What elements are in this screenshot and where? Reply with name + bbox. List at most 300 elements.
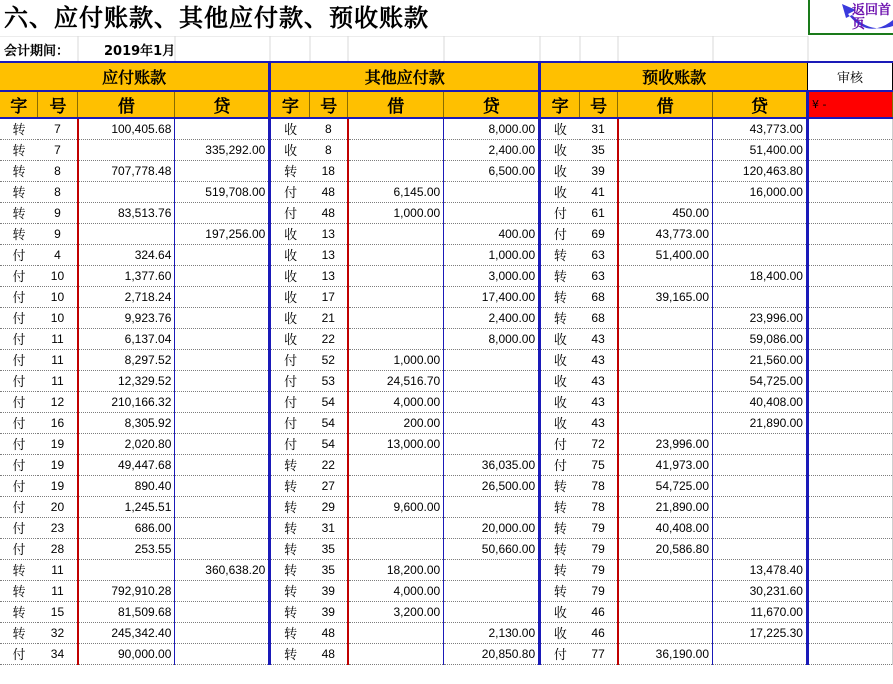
cell-zi[interactable]: 转 xyxy=(0,139,38,160)
cell-debit[interactable]: 1,377.60 xyxy=(78,265,175,286)
cell-zi[interactable]: 转 xyxy=(0,223,38,244)
cell-hao[interactable]: 13 xyxy=(310,244,348,265)
cell-zi[interactable]: 付 xyxy=(270,412,310,433)
cell-credit[interactable] xyxy=(175,328,270,349)
cell-zi[interactable]: 转 xyxy=(270,580,310,601)
cell-credit[interactable] xyxy=(444,391,540,412)
cell-zi[interactable]: 付 xyxy=(540,223,580,244)
cell-hao[interactable]: 68 xyxy=(580,307,618,328)
cell-debit[interactable]: 90,000.00 xyxy=(78,643,175,664)
cell-debit[interactable]: 1,000.00 xyxy=(348,349,444,370)
cell-debit[interactable] xyxy=(348,328,444,349)
cell-debit[interactable] xyxy=(618,160,713,181)
cell-hao[interactable]: 63 xyxy=(580,244,618,265)
cell-zi[interactable]: 付 xyxy=(0,475,38,496)
cell-debit[interactable]: 18,200.00 xyxy=(348,559,444,580)
cell-debit[interactable]: 23,996.00 xyxy=(618,433,713,454)
cell-debit[interactable] xyxy=(348,307,444,328)
cell-hao[interactable]: 78 xyxy=(580,496,618,517)
cell-credit[interactable]: 30,231.60 xyxy=(713,580,808,601)
audit-cell[interactable] xyxy=(807,139,892,160)
cell-zi[interactable]: 收 xyxy=(270,286,310,307)
cell-zi[interactable]: 转 xyxy=(270,559,310,580)
cell-zi[interactable]: 付 xyxy=(0,244,38,265)
cell-zi[interactable]: 付 xyxy=(540,643,580,664)
cell-credit[interactable]: 21,560.00 xyxy=(713,349,808,370)
cell-credit[interactable] xyxy=(175,475,270,496)
cell-debit[interactable] xyxy=(348,160,444,181)
cell-hao[interactable]: 35 xyxy=(310,559,348,580)
audit-cell[interactable] xyxy=(807,580,892,601)
cell-debit[interactable]: 2,718.24 xyxy=(78,286,175,307)
cell-zi[interactable]: 付 xyxy=(0,496,38,517)
cell-credit[interactable]: 8,000.00 xyxy=(444,118,540,139)
cell-zi[interactable]: 付 xyxy=(0,643,38,664)
cell-zi[interactable]: 收 xyxy=(540,391,580,412)
audit-cell[interactable] xyxy=(807,433,892,454)
cell-credit[interactable]: 3,000.00 xyxy=(444,265,540,286)
cell-debit[interactable] xyxy=(618,181,713,202)
cell-zi[interactable]: 付 xyxy=(0,538,38,559)
cell-debit[interactable] xyxy=(618,412,713,433)
cell-hao[interactable]: 79 xyxy=(580,580,618,601)
cell-credit[interactable]: 2,400.00 xyxy=(444,307,540,328)
cell-hao[interactable]: 46 xyxy=(580,601,618,622)
cell-debit[interactable]: 9,600.00 xyxy=(348,496,444,517)
cell-credit[interactable]: 400.00 xyxy=(444,223,540,244)
cell-zi[interactable]: 付 xyxy=(0,517,38,538)
cell-credit[interactable]: 360,638.20 xyxy=(175,559,270,580)
audit-cell[interactable] xyxy=(807,475,892,496)
cell-hao[interactable]: 22 xyxy=(310,454,348,475)
cell-debit[interactable] xyxy=(618,349,713,370)
cell-debit[interactable] xyxy=(78,181,175,202)
cell-debit[interactable]: 792,910.28 xyxy=(78,580,175,601)
cell-zi[interactable]: 收 xyxy=(270,139,310,160)
cell-hao[interactable]: 19 xyxy=(38,454,78,475)
cell-hao[interactable]: 21 xyxy=(310,307,348,328)
cell-credit[interactable]: 1,000.00 xyxy=(444,244,540,265)
cell-debit[interactable]: 6,137.04 xyxy=(78,328,175,349)
audit-cell[interactable] xyxy=(807,496,892,517)
cell-debit[interactable] xyxy=(348,244,444,265)
cell-debit[interactable] xyxy=(618,580,713,601)
cell-zi[interactable]: 付 xyxy=(270,181,310,202)
cell-hao[interactable]: 11 xyxy=(38,328,78,349)
cell-zi[interactable]: 转 xyxy=(540,559,580,580)
cell-debit[interactable]: 51,400.00 xyxy=(618,244,713,265)
cell-hao[interactable]: 9 xyxy=(38,223,78,244)
cell-debit[interactable]: 1,245.51 xyxy=(78,496,175,517)
cell-credit[interactable]: 40,408.00 xyxy=(713,391,808,412)
cell-hao[interactable]: 10 xyxy=(38,265,78,286)
cell-debit[interactable]: 4,000.00 xyxy=(348,580,444,601)
cell-credit[interactable]: 6,500.00 xyxy=(444,160,540,181)
cell-hao[interactable]: 13 xyxy=(310,265,348,286)
cell-debit[interactable] xyxy=(618,601,713,622)
cell-hao[interactable]: 16 xyxy=(38,412,78,433)
cell-credit[interactable] xyxy=(175,454,270,475)
cell-credit[interactable]: 26,500.00 xyxy=(444,475,540,496)
cell-credit[interactable]: 51,400.00 xyxy=(713,139,808,160)
cell-zi[interactable]: 转 xyxy=(270,538,310,559)
cell-debit[interactable] xyxy=(348,643,444,664)
cell-debit[interactable]: 210,166.32 xyxy=(78,391,175,412)
cell-credit[interactable]: 2,400.00 xyxy=(444,139,540,160)
cell-zi[interactable]: 转 xyxy=(540,475,580,496)
cell-hao[interactable]: 35 xyxy=(580,139,618,160)
cell-zi[interactable]: 收 xyxy=(540,118,580,139)
cell-debit[interactable] xyxy=(618,391,713,412)
cell-credit[interactable] xyxy=(175,349,270,370)
cell-hao[interactable]: 61 xyxy=(580,202,618,223)
cell-zi[interactable]: 收 xyxy=(270,118,310,139)
cell-hao[interactable]: 54 xyxy=(310,433,348,454)
cell-credit[interactable]: 519,708.00 xyxy=(175,181,270,202)
cell-hao[interactable]: 54 xyxy=(310,391,348,412)
cell-debit[interactable]: 324.64 xyxy=(78,244,175,265)
cell-credit[interactable] xyxy=(175,160,270,181)
cell-zi[interactable]: 收 xyxy=(540,601,580,622)
cell-hao[interactable]: 8 xyxy=(310,139,348,160)
cell-hao[interactable]: 35 xyxy=(310,538,348,559)
cell-hao[interactable]: 7 xyxy=(38,118,78,139)
cell-hao[interactable]: 18 xyxy=(310,160,348,181)
audit-cell[interactable] xyxy=(807,559,892,580)
cell-debit[interactable]: 43,773.00 xyxy=(618,223,713,244)
cell-credit[interactable]: 50,660.00 xyxy=(444,538,540,559)
cell-debit[interactable] xyxy=(618,622,713,643)
cell-zi[interactable]: 收 xyxy=(540,622,580,643)
cell-zi[interactable]: 转 xyxy=(540,517,580,538)
cell-debit[interactable]: 1,000.00 xyxy=(348,202,444,223)
cell-debit[interactable]: 9,923.76 xyxy=(78,307,175,328)
cell-credit[interactable]: 11,670.00 xyxy=(713,601,808,622)
cell-debit[interactable] xyxy=(348,118,444,139)
cell-hao[interactable]: 79 xyxy=(580,538,618,559)
cell-hao[interactable]: 9 xyxy=(38,202,78,223)
cell-zi[interactable]: 付 xyxy=(0,265,38,286)
cell-zi[interactable]: 收 xyxy=(540,139,580,160)
cell-credit[interactable] xyxy=(444,580,540,601)
cell-zi[interactable]: 付 xyxy=(270,202,310,223)
cell-zi[interactable]: 转 xyxy=(540,265,580,286)
cell-hao[interactable]: 4 xyxy=(38,244,78,265)
cell-zi[interactable]: 转 xyxy=(270,622,310,643)
audit-cell[interactable] xyxy=(807,391,892,412)
cell-hao[interactable]: 78 xyxy=(580,475,618,496)
cell-debit[interactable]: 8,297.52 xyxy=(78,349,175,370)
audit-cell[interactable] xyxy=(807,601,892,622)
cell-debit[interactable] xyxy=(348,538,444,559)
cell-credit[interactable]: 54,725.00 xyxy=(713,370,808,391)
cell-zi[interactable]: 转 xyxy=(270,517,310,538)
cell-debit[interactable] xyxy=(78,139,175,160)
cell-debit[interactable] xyxy=(348,475,444,496)
cell-hao[interactable]: 53 xyxy=(310,370,348,391)
cell-hao[interactable]: 43 xyxy=(580,391,618,412)
cell-zi[interactable]: 付 xyxy=(0,349,38,370)
cell-zi[interactable]: 转 xyxy=(540,286,580,307)
cell-hao[interactable]: 15 xyxy=(38,601,78,622)
cell-hao[interactable]: 75 xyxy=(580,454,618,475)
cell-hao[interactable]: 28 xyxy=(38,538,78,559)
cell-debit[interactable]: 13,000.00 xyxy=(348,433,444,454)
cell-hao[interactable]: 43 xyxy=(580,412,618,433)
cell-zi[interactable]: 付 xyxy=(0,370,38,391)
cell-zi[interactable]: 转 xyxy=(270,475,310,496)
cell-credit[interactable] xyxy=(713,475,808,496)
cell-credit[interactable]: 59,086.00 xyxy=(713,328,808,349)
cell-zi[interactable]: 收 xyxy=(270,223,310,244)
cell-debit[interactable]: 49,447.68 xyxy=(78,454,175,475)
audit-cell[interactable] xyxy=(807,517,892,538)
cell-zi[interactable]: 付 xyxy=(540,454,580,475)
cell-hao[interactable]: 31 xyxy=(580,118,618,139)
cell-credit[interactable] xyxy=(444,559,540,580)
audit-cell[interactable] xyxy=(807,622,892,643)
cell-hao[interactable]: 32 xyxy=(38,622,78,643)
cell-credit[interactable]: 8,000.00 xyxy=(444,328,540,349)
cell-credit[interactable]: 335,292.00 xyxy=(175,139,270,160)
cell-hao[interactable]: 31 xyxy=(310,517,348,538)
cell-zi[interactable]: 收 xyxy=(540,370,580,391)
cell-debit[interactable] xyxy=(348,517,444,538)
cell-hao[interactable]: 8 xyxy=(38,160,78,181)
cell-zi[interactable]: 转 xyxy=(0,160,38,181)
cell-hao[interactable]: 11 xyxy=(38,349,78,370)
cell-zi[interactable]: 转 xyxy=(0,181,38,202)
cell-zi[interactable]: 转 xyxy=(270,160,310,181)
cell-debit[interactable]: 253.55 xyxy=(78,538,175,559)
cell-credit[interactable]: 2,130.00 xyxy=(444,622,540,643)
cell-debit[interactable] xyxy=(348,139,444,160)
cell-debit[interactable]: 40,408.00 xyxy=(618,517,713,538)
cell-zi[interactable]: 付 xyxy=(270,349,310,370)
audit-cell[interactable] xyxy=(807,265,892,286)
cell-debit[interactable]: 20,586.80 xyxy=(618,538,713,559)
cell-hao[interactable]: 12 xyxy=(38,391,78,412)
audit-cell[interactable] xyxy=(807,538,892,559)
cell-credit[interactable] xyxy=(444,370,540,391)
cell-zi[interactable]: 收 xyxy=(540,328,580,349)
cell-zi[interactable]: 付 xyxy=(270,370,310,391)
cell-zi[interactable]: 转 xyxy=(0,622,38,643)
cell-hao[interactable]: 39 xyxy=(310,580,348,601)
cell-debit[interactable]: 81,509.68 xyxy=(78,601,175,622)
cell-hao[interactable]: 68 xyxy=(580,286,618,307)
cell-debit[interactable]: 890.40 xyxy=(78,475,175,496)
cell-credit[interactable]: 17,400.00 xyxy=(444,286,540,307)
cell-credit[interactable] xyxy=(713,643,808,664)
cell-debit[interactable] xyxy=(348,223,444,244)
cell-credit[interactable]: 16,000.00 xyxy=(713,181,808,202)
cell-debit[interactable] xyxy=(348,622,444,643)
audit-cell[interactable] xyxy=(807,181,892,202)
cell-zi[interactable]: 转 xyxy=(540,538,580,559)
cell-debit[interactable] xyxy=(618,139,713,160)
cell-hao[interactable]: 8 xyxy=(310,118,348,139)
cell-hao[interactable]: 48 xyxy=(310,181,348,202)
back-to-home-button[interactable] xyxy=(808,0,893,35)
cell-debit[interactable]: 54,725.00 xyxy=(618,475,713,496)
cell-debit[interactable] xyxy=(618,370,713,391)
cell-credit[interactable] xyxy=(713,202,808,223)
cell-zi[interactable]: 收 xyxy=(540,412,580,433)
cell-hao[interactable]: 43 xyxy=(580,370,618,391)
cell-hao[interactable]: 43 xyxy=(580,349,618,370)
cell-hao[interactable]: 48 xyxy=(310,622,348,643)
cell-debit[interactable]: 36,190.00 xyxy=(618,643,713,664)
cell-zi[interactable]: 转 xyxy=(540,307,580,328)
cell-zi[interactable]: 付 xyxy=(270,433,310,454)
cell-hao[interactable]: 77 xyxy=(580,643,618,664)
cell-debit[interactable]: 686.00 xyxy=(78,517,175,538)
cell-credit[interactable] xyxy=(444,601,540,622)
cell-hao[interactable]: 10 xyxy=(38,307,78,328)
cell-credit[interactable]: 36,035.00 xyxy=(444,454,540,475)
cell-debit[interactable]: 3,200.00 xyxy=(348,601,444,622)
cell-credit[interactable] xyxy=(713,517,808,538)
cell-credit[interactable] xyxy=(175,643,270,664)
cell-debit[interactable] xyxy=(78,559,175,580)
cell-zi[interactable]: 收 xyxy=(270,244,310,265)
cell-debit[interactable]: 6,145.00 xyxy=(348,181,444,202)
cell-hao[interactable]: 27 xyxy=(310,475,348,496)
audit-cell[interactable] xyxy=(807,160,892,181)
cell-credit[interactable]: 20,850.80 xyxy=(444,643,540,664)
cell-debit[interactable] xyxy=(618,307,713,328)
cell-zi[interactable]: 转 xyxy=(270,496,310,517)
audit-cell[interactable] xyxy=(807,118,892,139)
cell-credit[interactable] xyxy=(175,265,270,286)
cell-credit[interactable]: 20,000.00 xyxy=(444,517,540,538)
cell-zi[interactable]: 付 xyxy=(0,286,38,307)
cell-zi[interactable]: 转 xyxy=(540,496,580,517)
cell-zi[interactable]: 付 xyxy=(0,433,38,454)
cell-debit[interactable] xyxy=(348,265,444,286)
cell-debit[interactable] xyxy=(618,265,713,286)
cell-hao[interactable]: 10 xyxy=(38,286,78,307)
cell-hao[interactable]: 39 xyxy=(580,160,618,181)
cell-credit[interactable] xyxy=(713,223,808,244)
cell-debit[interactable] xyxy=(348,454,444,475)
cell-zi[interactable]: 转 xyxy=(0,559,38,580)
cell-credit[interactable]: 17,225.30 xyxy=(713,622,808,643)
cell-credit[interactable] xyxy=(444,202,540,223)
cell-credit[interactable] xyxy=(444,412,540,433)
cell-zi[interactable]: 转 xyxy=(0,580,38,601)
cell-zi[interactable]: 转 xyxy=(270,454,310,475)
cell-debit[interactable] xyxy=(618,118,713,139)
audit-cell[interactable] xyxy=(807,454,892,475)
audit-cell[interactable] xyxy=(807,370,892,391)
cell-credit[interactable] xyxy=(175,307,270,328)
cell-hao[interactable]: 41 xyxy=(580,181,618,202)
cell-zi[interactable]: 付 xyxy=(0,391,38,412)
cell-hao[interactable]: 48 xyxy=(310,643,348,664)
cell-debit[interactable]: 39,165.00 xyxy=(618,286,713,307)
cell-zi[interactable]: 转 xyxy=(270,601,310,622)
cell-credit[interactable] xyxy=(175,496,270,517)
cell-credit[interactable] xyxy=(175,244,270,265)
cell-zi[interactable]: 付 xyxy=(0,412,38,433)
cell-credit[interactable] xyxy=(444,349,540,370)
cell-hao[interactable]: 63 xyxy=(580,265,618,286)
audit-cell[interactable] xyxy=(807,286,892,307)
cell-hao[interactable]: 11 xyxy=(38,580,78,601)
cell-debit[interactable]: 200.00 xyxy=(348,412,444,433)
cell-zi[interactable]: 收 xyxy=(270,328,310,349)
cell-credit[interactable]: 197,256.00 xyxy=(175,223,270,244)
cell-credit[interactable]: 43,773.00 xyxy=(713,118,808,139)
cell-credit[interactable] xyxy=(175,517,270,538)
cell-hao[interactable]: 19 xyxy=(38,475,78,496)
cell-credit[interactable] xyxy=(175,391,270,412)
cell-credit[interactable] xyxy=(175,433,270,454)
cell-hao[interactable]: 20 xyxy=(38,496,78,517)
cell-credit[interactable] xyxy=(175,601,270,622)
cell-zi[interactable]: 转 xyxy=(0,601,38,622)
cell-zi[interactable]: 收 xyxy=(540,160,580,181)
cell-hao[interactable]: 7 xyxy=(38,139,78,160)
cell-credit[interactable] xyxy=(175,370,270,391)
cell-debit[interactable]: 707,778.48 xyxy=(78,160,175,181)
cell-hao[interactable]: 13 xyxy=(310,223,348,244)
cell-hao[interactable]: 34 xyxy=(38,643,78,664)
cell-debit[interactable]: 450.00 xyxy=(618,202,713,223)
cell-credit[interactable] xyxy=(713,244,808,265)
cell-credit[interactable] xyxy=(444,181,540,202)
cell-hao[interactable]: 11 xyxy=(38,370,78,391)
audit-cell[interactable] xyxy=(807,244,892,265)
cell-hao[interactable]: 11 xyxy=(38,559,78,580)
audit-cell[interactable] xyxy=(807,328,892,349)
cell-debit[interactable]: 12,329.52 xyxy=(78,370,175,391)
cell-hao[interactable]: 43 xyxy=(580,328,618,349)
cell-credit[interactable]: 13,478.40 xyxy=(713,559,808,580)
cell-hao[interactable]: 22 xyxy=(310,328,348,349)
cell-hao[interactable]: 79 xyxy=(580,559,618,580)
cell-debit[interactable] xyxy=(618,328,713,349)
cell-hao[interactable]: 48 xyxy=(310,202,348,223)
cell-credit[interactable] xyxy=(713,286,808,307)
cell-credit[interactable]: 21,890.00 xyxy=(713,412,808,433)
audit-cell[interactable] xyxy=(807,223,892,244)
cell-zi[interactable]: 付 xyxy=(0,454,38,475)
cell-hao[interactable]: 29 xyxy=(310,496,348,517)
cell-debit[interactable] xyxy=(618,559,713,580)
cell-hao[interactable]: 52 xyxy=(310,349,348,370)
cell-hao[interactable]: 46 xyxy=(580,622,618,643)
cell-debit[interactable]: 2,020.80 xyxy=(78,433,175,454)
cell-debit[interactable]: 245,342.40 xyxy=(78,622,175,643)
cell-zi[interactable]: 收 xyxy=(270,307,310,328)
cell-hao[interactable]: 17 xyxy=(310,286,348,307)
cell-zi[interactable]: 收 xyxy=(270,265,310,286)
cell-debit[interactable]: 83,513.76 xyxy=(78,202,175,223)
cell-hao[interactable]: 79 xyxy=(580,517,618,538)
cell-zi[interactable]: 转 xyxy=(540,580,580,601)
audit-cell[interactable] xyxy=(807,349,892,370)
cell-zi[interactable]: 转 xyxy=(540,244,580,265)
audit-cell[interactable] xyxy=(807,307,892,328)
cell-debit[interactable]: 21,890.00 xyxy=(618,496,713,517)
cell-zi[interactable]: 付 xyxy=(0,328,38,349)
cell-credit[interactable] xyxy=(175,118,270,139)
cell-debit[interactable] xyxy=(348,286,444,307)
cell-credit[interactable] xyxy=(175,538,270,559)
